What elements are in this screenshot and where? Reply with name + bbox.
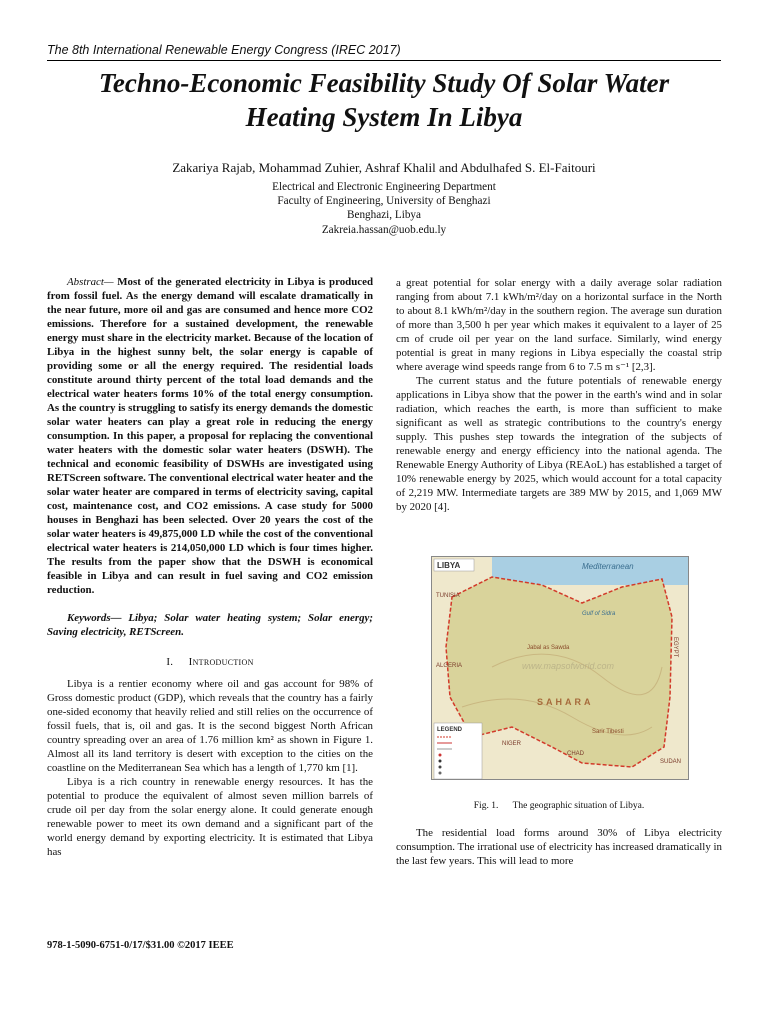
abstract-label: Abstract— [67,276,114,288]
affiliation-email[interactable]: Zakreia.hassan@uob.edu.ly [321,223,447,236]
region-label: Gulf of Sidra [582,611,616,617]
sea-label: Mediterranean [582,562,634,571]
affiliation [60,180,708,237]
legend-title: LEGEND [437,727,463,733]
section-number: I. [166,656,174,668]
region-label: Jabal as Sawda [527,645,570,651]
copyright-footer: 978-1-5090-6751-0/17/$31.00 ©2017 IEEE [47,940,234,951]
country-label: ALGERIA [436,663,463,669]
title-line-2: Heating System In Libya [245,102,523,132]
header-rule [47,60,721,61]
map-title: LIBYA [437,561,461,570]
libya-map-figure [431,556,689,780]
paragraph: Libya is a rentier economy where oil and gas account for 98% of Gross domestic product (GDP), which reveals that the country has a fairly one-sided economy that heavily relied and still relies on the occurrence of fossil fuels, that is, oil and gas. It is the second biggest North African country spreading over an area of 1.76 million km² as shown in Figure 1. Almost all its land territory is desert with exception to the cities on the coastline on the Mediterranean Sea which has a length of 1,770 km [1]. [47,678,373,774]
country-label: CHAD [567,751,585,757]
country-label: NIGER [502,741,522,747]
paragraph: The residential load forms around 30% of Libya electricity consumption. The irrational use of electricity has increased dramatically in the last few years. This will lead to more [396,827,722,867]
paper-title [40,66,728,134]
conference-header: The 8th International Renewable Energy Congress (IREC 2017) [47,43,401,57]
right-column-lower [396,826,722,868]
section-heading-introduction [47,655,373,669]
right-column [396,276,722,514]
affiliation-faculty: Faculty of Engineering, University of Benghazi [277,195,491,208]
figure-caption [396,801,722,811]
libya-map [432,557,689,780]
affiliation-dept: Electrical and Electronic Engineering Department [272,181,496,193]
left-column [47,275,373,859]
map-watermark: www.mapsofworld.com [522,661,615,671]
abstract-text: Most of the generated electricity in Libya is produced from fossil fuel. As the energy demand will escalate dramatically in the near future, more oil and gas are consumed and hence more CO2 emissions. Therefore for a sustained development, the renewable energy must share in the electricity market. Because of the location of Libya in the highest sunny belt, the solar energy is capable of providing some or all the energy required. The residential loads constitute around thirty percent of the total load demands and the electrical water heaters forms 10% of the total energy consumption. As the country is struggling to satisfy its energy demands the domestic solar water heaters can play a great role in reducing the energy consumption. In this paper, a proposal for replacing the conventional water heaters with the domestic solar water heaters (DSWH). The technical and economic feasibility of DSWHs are investigated using RETScreen software. The conventional electrical water heater and the solar water heater are compared in terms of electricity saving, capital cost, maintenance cost, and CO2 emissions. A case study for 5000 houses in Benghazi has been selected. Over 20 years the cost of the solar water heaters is 49,875,000 LD while the cost of the conventional electrical water heaters is 214,050,000 LD which is four times higher. The results from the paper show that the DSWH is economical feasible in Libya and can result in fuel saving and CO2 emission reduction. [47,276,373,596]
paragraph: The current status and the future potentials of renewable energy applications in Libya show that the power in the earth's wind and in solar radiation, which reaches the earth, is more than sufficient to make significant as well as strategic contributions to the country's energy supply. This pushes step towards the integration of the subjects of renewable energy and energy efficiency into the national agenda. The Renewable Energy Authority of Libya (REAoL) has established a target of 10% renewable energy by 2025, which would account for a total capacity of 2,219 MW. Intermediate targets are 389 MW by 2015, and 1,069 MW by 2020 [4]. [396,375,722,513]
country-label: EGYPT [672,637,678,658]
region-label: Sarir Tibesti [592,729,624,735]
title-line-1: Techno-Economic Feasibility Study Of Solar Water [98,68,670,98]
paragraph: a great potential for solar energy with a daily average solar radiation ranging from about 7.1 kWh/m²/day on a horizontal surface in the North to about 8.1 kWh/m²/day in the southern region. The average sun duration of more than 3,500 h per year which makes it equivalent to a layer of 25 cm of crude oil per year on the land surface. Similarly, wind energy potential is great in many regions in Libya especially the coastal strip where average wind speeds range from 6 to 7.5 m s⁻¹ [2,3]. [396,277,722,373]
caption-text: The geographic situation of Libya. [512,801,645,811]
abstract [47,275,373,597]
country-label: TUNISIA [436,593,460,599]
region-label: SAHARA [537,697,594,707]
country-label: SUDAN [660,759,682,765]
paragraph: Libya is a rich country in renewable energy resources. It has the potential to produce the equivalent of almost seven million barrels of crude oil per day from the solar energy alone. It could generate enough renewable power to meet its own demand and a significant part of the world energy demand by exporting electricity. It is estimated that Libya has [47,776,373,858]
section-title: Introduction [188,656,254,668]
keywords: Keywords— Libya; Solar water heating system; Solar energy; Saving electricity, RETScreen. [47,612,373,638]
caption-number: Fig. 1. [473,801,499,811]
authors: Zakariya Rajab, Mohammad Zuhier, Ashraf Khalil and Abdulhafed S. El-Faitouri [172,160,596,175]
affiliation-city: Benghazi, Libya [347,209,421,222]
